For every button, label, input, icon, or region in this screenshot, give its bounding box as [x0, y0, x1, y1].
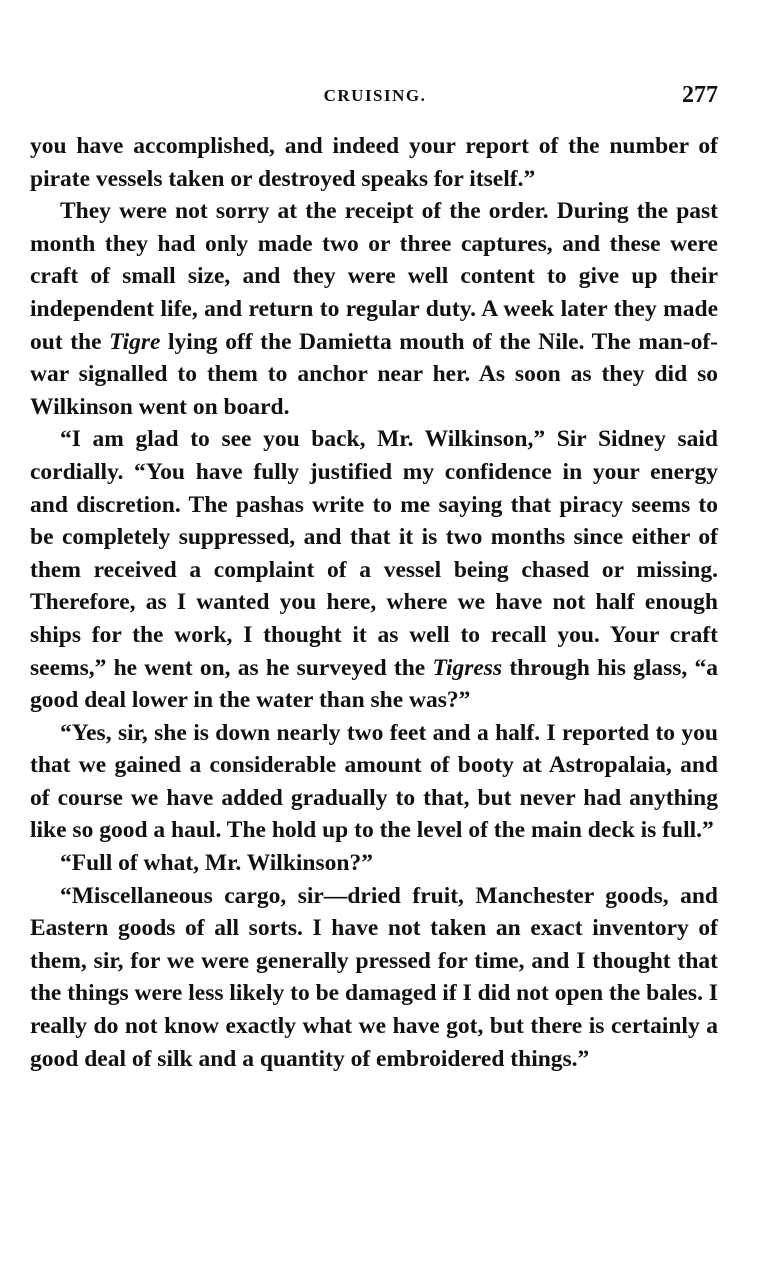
- paragraph-6: “Miscellaneous cargo, sir—dried fruit, Manchester goods, and Eastern goods of all sorts. I have not taken an exact inventory of them, sir, for we were generally pressed for time, and I thought that the things were less likely to be damaged if I did not open the bales. I really do not know exactly what we have got, but there is certainly a good deal of silk and a quantity of embroidered things.”: [30, 882, 718, 1072]
- chapter-title: CRUISING.: [323, 86, 427, 105]
- paragraph-4: “Yes, sir, she is down nearly two feet and a half. I reported to you that we gained a considerable amount of booty at Astropalaia, and of course we have added gradually to that, but never had anything like so good a haul. The hold up to the level of the main deck is full.”: [30, 719, 718, 844]
- body-text: [30, 130, 718, 1075]
- paragraph-1: you have accomplished, and indeed your report of the number of pirate vessels taken or destroyed speaks for itself.”: [30, 133, 718, 192]
- paragraph-5: “Full of what, Mr. Wilkinson?”: [60, 850, 373, 877]
- paragraph-2: They were not sorry at the receipt of the order. During the past month they had only made two or three captures, and these were craft of small size, and they were well content to give up their independent life, and return to regular duty. A week later they made out the Tigre lying off the Damietta mouth of the Nile. The man-of-war signalled to them to anchor near her. As soon as they did so Wilkinson went on board.: [30, 198, 718, 420]
- running-header: [30, 82, 720, 112]
- page-number: 277: [682, 82, 718, 108]
- paragraph-3: “I am glad to see you back, Mr. Wilkinson,” Sir Sidney said cordially. “You have fully justified my confidence in your energy and discretion. The pashas write to me saying that piracy seems to be completely suppressed, and that it is two months since either of them received a complaint of a vessel being chased or missing. Therefore, as I wanted you here, where we have not half enough ships for the work, I thought it as well to recall you. Your craft seems,” he went on, as he surveyed the Tigress through his glass, “a good deal lower in the water than she was?”: [30, 426, 718, 714]
